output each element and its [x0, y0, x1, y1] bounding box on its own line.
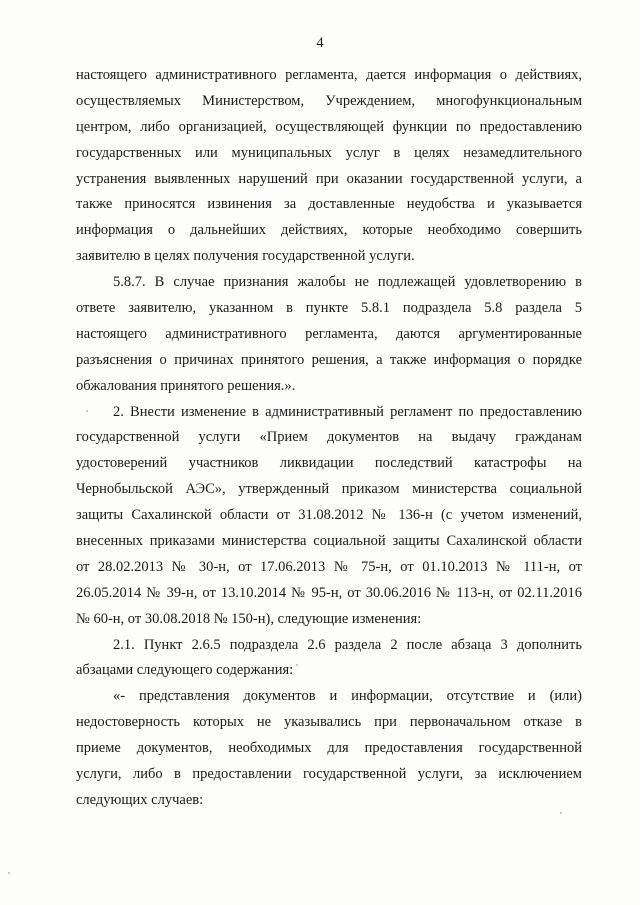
paragraph — [76, 270, 582, 399]
scan-speck — [560, 812, 562, 814]
text-line: 5.8.7. В случае признания жалобы не подлежащей удовлетворению в — [113, 274, 582, 291]
document-body — [76, 63, 582, 814]
text-line: заявителю в целях получения государственной услуги. — [76, 248, 415, 265]
text-line: ответе заявителю, указанном в пункте 5.8.1 подраздела 5.8 раздела 5 — [76, 300, 582, 317]
text-line: государственных или муниципальных услуг в целях незамедлительного — [76, 144, 582, 161]
text-line: осуществляемых Министерством, Учреждением, многофункциональным — [76, 92, 582, 109]
paragraph — [76, 684, 582, 813]
text-line: 2.1. Пункт 2.6.5 подраздела 2.6 раздела 2 после абзаца 3 дополнить — [113, 636, 582, 653]
text-line: 2. Внести изменение в административный регламент по предоставлению — [113, 403, 582, 420]
paragraph — [76, 400, 582, 633]
text-line: 26.05.2014 № 39-н, от 13.10.2014 № 95-н, от 30.06.2016 № 113-н, от 02.11.2016 — [76, 584, 582, 601]
text-line: от 28.02.2013 № 30-н, от 17.06.2013 № 75-н, от 01.10.2013 № 111-н, от — [76, 558, 582, 575]
paragraph — [76, 633, 582, 685]
text-line: также приносятся извинения за доставленные неудобства и указывается — [76, 196, 582, 213]
text-line: устранения выявленных нарушений при оказании государственной услуги, а — [76, 170, 582, 187]
text-line: разъяснения о причинах принятого решения, а также информация о порядке — [76, 351, 582, 368]
text-line: настоящего административного регламента, дается информация о действиях, — [76, 67, 582, 83]
text-line: № 60-н, от 30.08.2018 № 150-н), следующие изменения: — [76, 610, 422, 627]
text-line: абзацами следующего содержания: — [76, 662, 294, 679]
text-line: обжалования принятого решения.». — [76, 377, 296, 394]
text-line: Чернобыльской АЭС», утвержденный приказом министерства социальной — [76, 481, 582, 498]
text-line: внесенных приказами министерства социальной защиты Сахалинской области — [76, 533, 582, 550]
text-line: услуги, либо в предоставлении государственной услуги, за исключением — [76, 766, 582, 783]
scan-speck — [86, 410, 88, 412]
text-line: недостоверность которых не указывались при первоначальном отказе в — [76, 714, 582, 731]
text-line: следующих случаев: — [76, 791, 204, 808]
text-line: приеме документов, необходимых для предоставления государственной — [76, 740, 582, 757]
text-line: государственной услуги «Прием документов на выдачу гражданам — [76, 429, 582, 446]
scan-speck — [8, 872, 10, 874]
page-number: 4 — [316, 35, 324, 51]
text-line: центром, либо организацией, осуществляющей функции по предоставлению — [76, 118, 582, 135]
text-line: удостоверений участников ликвидации последствий катастрофы на — [76, 455, 582, 472]
paragraph — [76, 63, 582, 270]
text-line: защиты Сахалинской области от 31.08.2012 № 136-н (с учетом изменений, — [76, 507, 582, 524]
text-line: настоящего административного регламента, даются аргументированные — [76, 325, 582, 342]
text-line: информация о дальнейших действиях, которые необходимо совершить — [76, 222, 582, 239]
scan-speck — [296, 664, 298, 666]
text-line: «- представления документов и информации, отсутствие и (или) — [113, 688, 582, 705]
